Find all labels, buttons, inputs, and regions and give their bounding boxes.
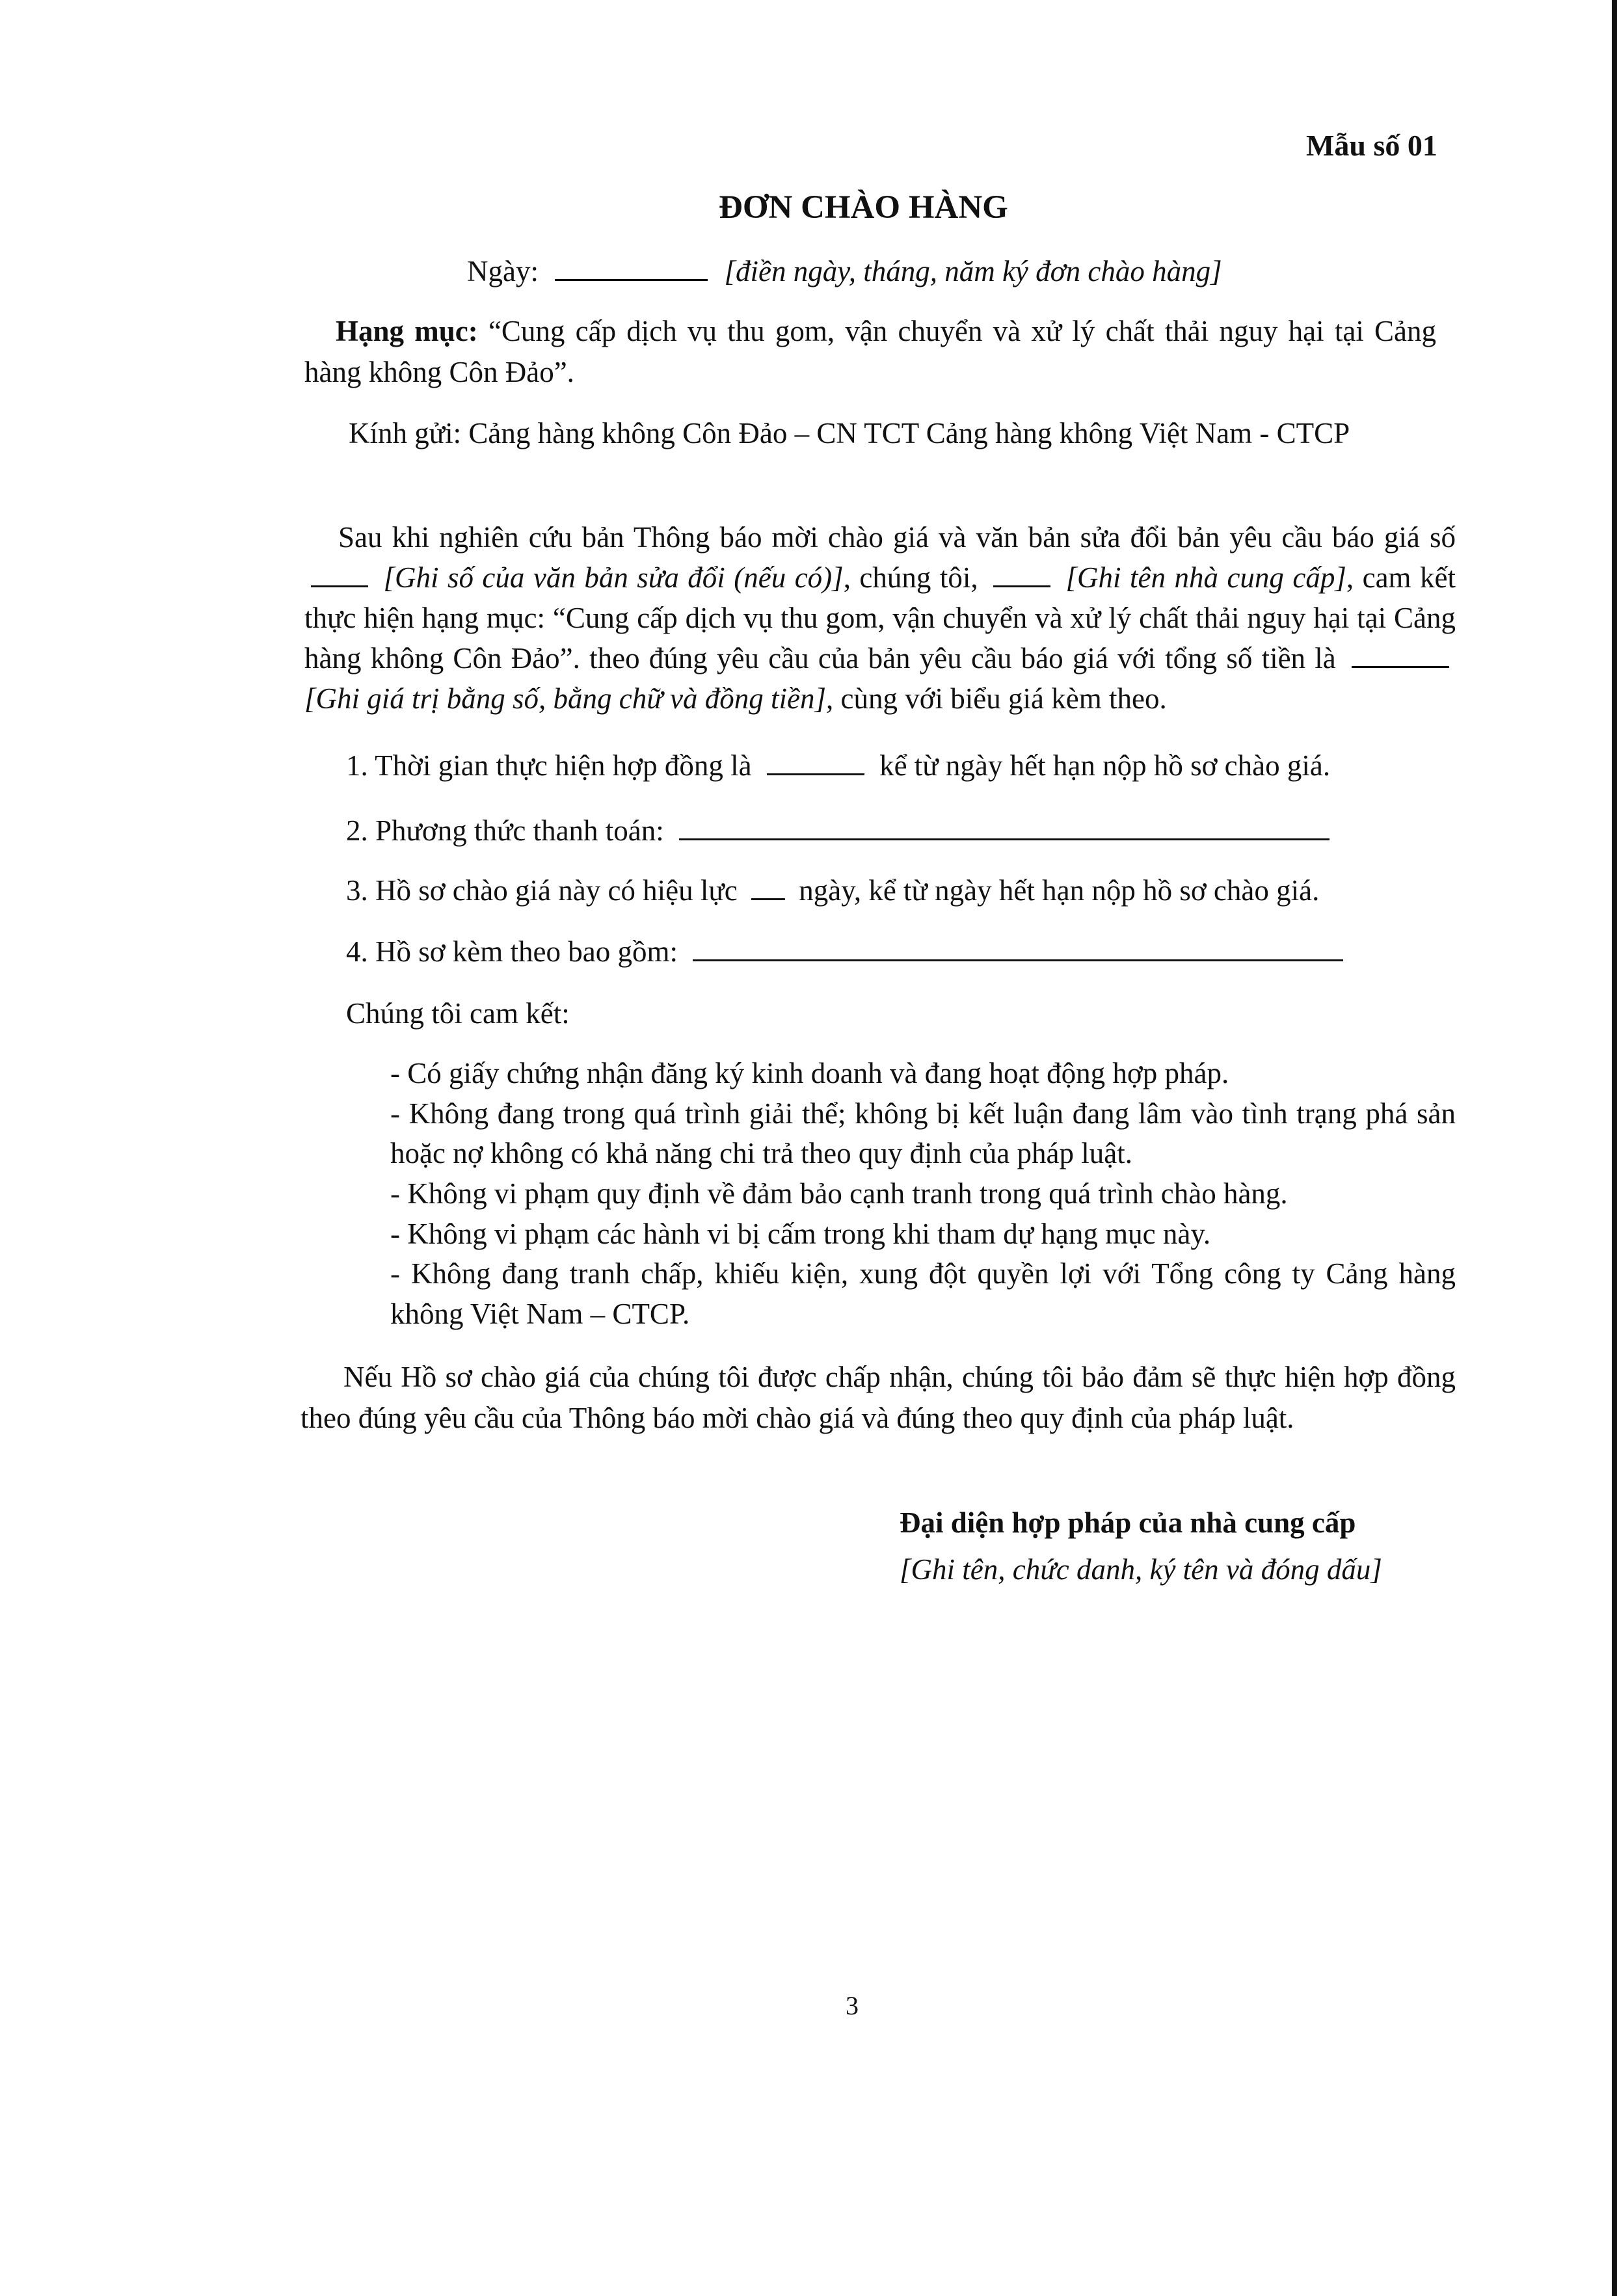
commitment-item: - Không vi phạm các hành vi bị cấm trong khi tham dự hạng mục này.	[390, 1217, 1211, 1250]
date-line	[467, 251, 1222, 292]
item-4-text: 4. Hồ sơ kèm theo bao gồm:	[346, 935, 678, 968]
commitment-list	[390, 1054, 1456, 1334]
intro-text-2: , chúng tôi,	[843, 561, 978, 594]
date-hint: [điền ngày, tháng, năm ký đơn chào hàng]	[724, 255, 1222, 287]
item-3-text: 3. Hồ sơ chào giá này có hiệu lực	[346, 874, 738, 907]
attachments-blank	[693, 936, 1343, 961]
recipient: Kính gửi: Cảng hàng không Côn Đảo – CN TCT Cảng hàng không Việt Nam - CTCP	[349, 417, 1350, 449]
item-label: Hạng mục:	[336, 315, 478, 347]
intro-text-1: Sau khi nghiên cứu bản Thông báo mời chào giá và văn bản sửa đổi bản yêu cầu báo giá số	[338, 521, 1456, 554]
intro-text-3: , cam kết thực hiện hạng mục: “Cung cấp dịch vụ thu gom, vận chuyển và xử lý chất thải nguy hại tại Cảng hàng không Côn Đảo”. theo đúng yêu cầu của bản yêu cầu báo giá với tổng số tiền là	[304, 561, 1456, 675]
commitment-item: - Không vi phạm quy định về đảm bảo cạnh tranh trong quá trình chào hàng.	[390, 1177, 1288, 1210]
signature-title: Đại diện hợp pháp của nhà cung cấp	[900, 1506, 1356, 1539]
commitment-item: - Không đang trong quá trình giải thể; không bị kết luận đang lâm vào tình trạng phá sản hoặc nợ không có khả năng chi trả theo quy định của pháp luật.	[390, 1097, 1456, 1170]
item-4	[346, 931, 1343, 972]
item-3-suffix: ngày, kể từ ngày hết hạn nộp hồ sơ chào giá.	[799, 874, 1320, 907]
commit-heading: Chúng tôi cam kết:	[346, 997, 570, 1030]
payment-blank	[679, 815, 1330, 840]
intro-paragraph	[304, 517, 1456, 719]
amount-blank	[1352, 643, 1449, 668]
supplier-blank	[993, 562, 1050, 587]
document-title: ĐƠN CHÀO HÀNG	[719, 189, 1008, 226]
supplier-hint: [Ghi tên nhà cung cấp]	[1065, 561, 1346, 594]
item-1	[346, 745, 1330, 786]
amendment-blank	[311, 562, 368, 587]
signature-hint: [Ghi tên, chức danh, ký tên và đóng dấu]	[900, 1553, 1382, 1586]
intro-text-4: , cùng với biểu giá kèm theo.	[826, 682, 1167, 715]
duration-blank	[767, 750, 864, 775]
closing-paragraph: Nếu Hồ sơ chào giá của chúng tôi được chấp nhận, chúng tôi bảo đảm sẽ thực hiện hợp đồng theo đúng yêu cầu của Thông báo mời chào giá và đúng theo quy định của pháp luật.	[301, 1361, 1456, 1434]
item-2-text: 2. Phương thức thanh toán:	[346, 814, 664, 847]
item-paragraph	[304, 311, 1436, 393]
scan-edge	[1612, 0, 1617, 2296]
date-label: Ngày:	[467, 255, 539, 287]
commitment-item: - Có giấy chứng nhận đăng ký kinh doanh và đang hoạt động hợp pháp.	[390, 1057, 1229, 1089]
item-3	[346, 870, 1319, 911]
date-blank	[555, 256, 708, 281]
item-2	[346, 810, 1330, 851]
item-1-suffix: kể từ ngày hết hạn nộp hồ sơ chào giá.	[879, 749, 1331, 782]
validity-blank	[751, 875, 785, 900]
form-code: Mẫu số 01	[1306, 129, 1437, 162]
item-1-text: 1. Thời gian thực hiện hợp đồng là	[346, 749, 752, 782]
page-number: 3	[846, 1991, 859, 2020]
amendment-hint: [Ghi số của văn bản sửa đổi (nếu có)]	[383, 561, 844, 594]
amount-hint: [Ghi giá trị bằng số, bằng chữ và đồng tiền]	[304, 682, 827, 715]
commitment-item: - Không đang tranh chấp, khiếu kiện, xung đột quyền lợi với Tổng công ty Cảng hàng không Việt Nam – CTCP.	[390, 1257, 1456, 1330]
item-text: “Cung cấp dịch vụ thu gom, vận chuyển và xử lý chất thải nguy hại tại Cảng hàng không Côn Đảo”.	[304, 315, 1437, 388]
